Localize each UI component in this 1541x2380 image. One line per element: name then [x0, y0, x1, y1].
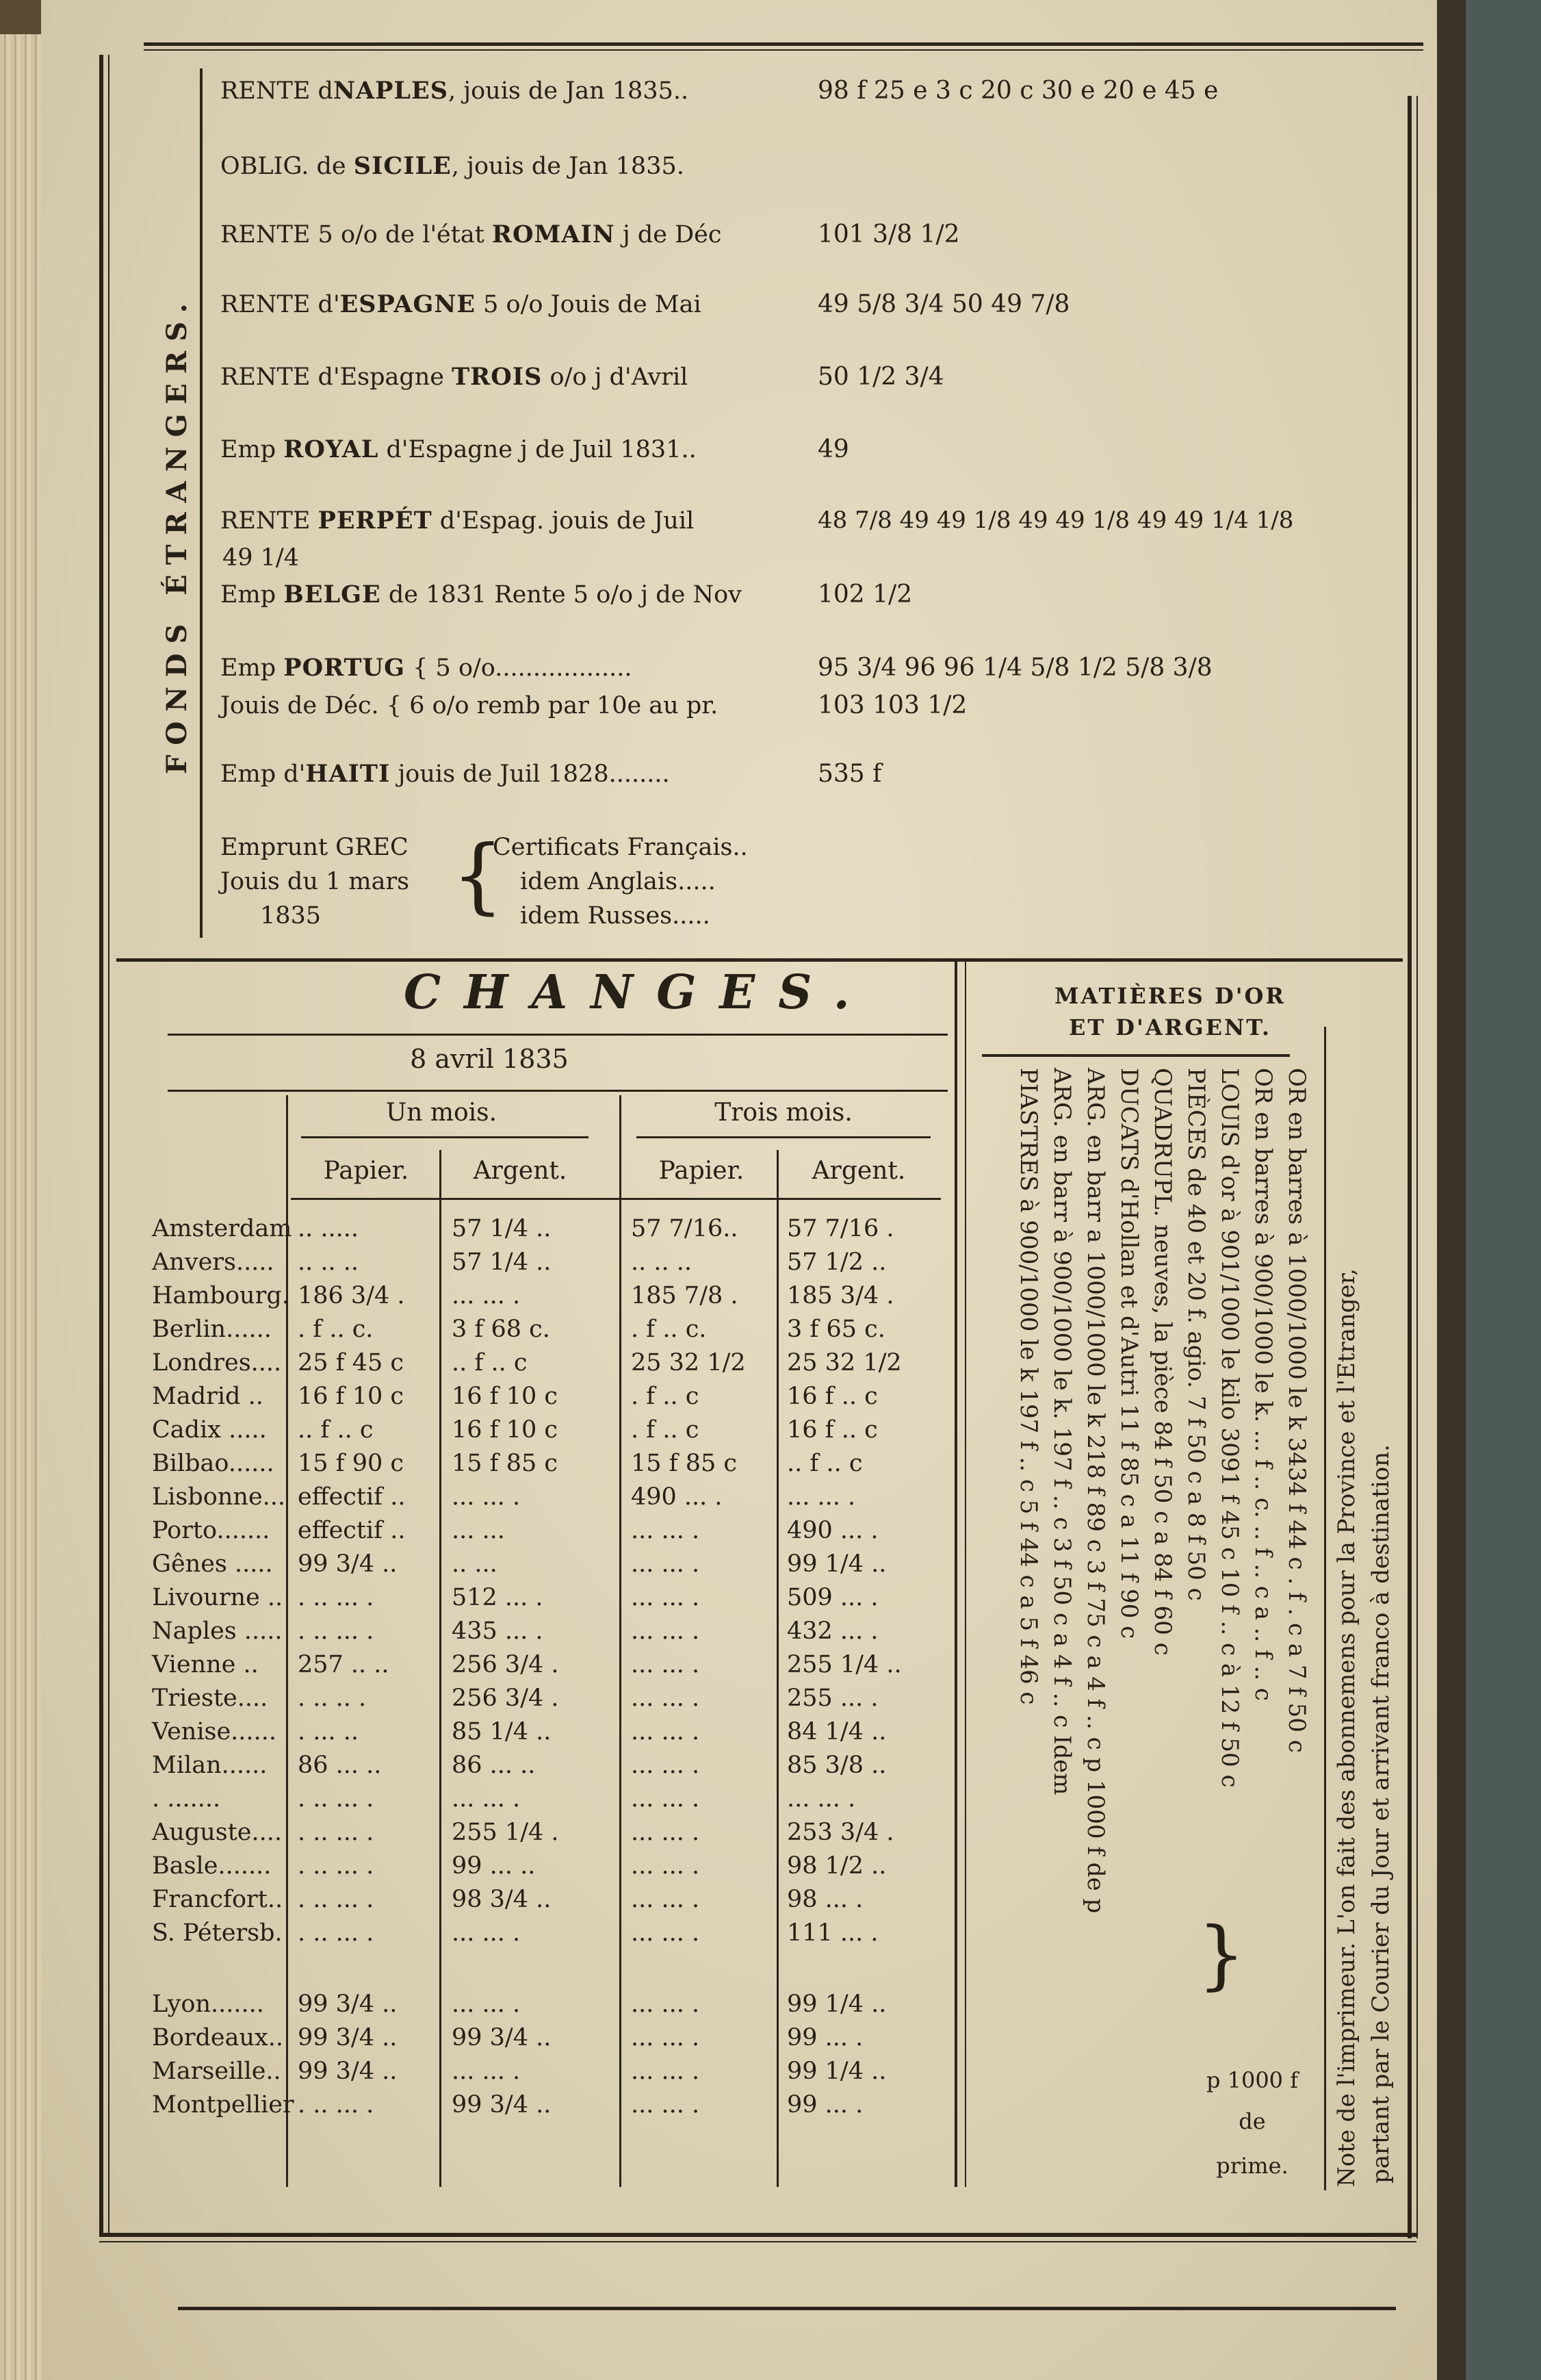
- change-cell: ... ... .: [631, 2058, 700, 2085]
- change-city: Vienne ..: [152, 1651, 259, 1678]
- group-trois-mois: Trois mois.: [714, 1099, 853, 1127]
- change-cell: 185 3/4 .: [787, 1282, 894, 1309]
- change-city: Milan......: [152, 1752, 268, 1779]
- change-cell: 57 1/2 ..: [787, 1249, 887, 1276]
- change-cell: 99 3/4 ..: [452, 2024, 552, 2051]
- changes-matieres-divider-thin: [965, 962, 966, 2187]
- change-cell: 509 ... .: [787, 1584, 879, 1611]
- change-city: Berlin......: [152, 1316, 272, 1343]
- fonds-row: RENTE PERPÉT d'Espag. jouis de Juil: [220, 507, 695, 535]
- change-city: Londres....: [152, 1349, 282, 1377]
- matiere-line: PIASTRES à 900/1000 le k 197 f .. c 5 f 44 c a 5 f 46 c: [1015, 1068, 1042, 1705]
- change-cell: 16 f .. c: [787, 1416, 878, 1444]
- change-cell: . .. ... .: [298, 1819, 374, 1846]
- change-cell: 512 ... .: [452, 1584, 543, 1611]
- change-cell: 253 3/4 .: [787, 1819, 894, 1846]
- change-cell: 255 1/4 ..: [787, 1651, 902, 1678]
- change-cell: . .. ... .: [298, 1584, 374, 1611]
- change-cell: 57 1/4 ..: [452, 1249, 552, 1276]
- change-cell: effectif ..: [298, 1483, 406, 1511]
- change-city: Livourne ..: [152, 1584, 283, 1611]
- column-rule: [777, 1150, 779, 2187]
- group-rule: [301, 1136, 588, 1138]
- group-rule: [636, 1136, 931, 1138]
- change-cell: ... ... .: [631, 1991, 700, 2018]
- change-cell: 25 f 45 c: [298, 1349, 404, 1377]
- left-rule-thin: [108, 55, 109, 2235]
- change-cell: 84 1/4 ..: [787, 1718, 887, 1745]
- change-cell: 15 f 85 c: [631, 1450, 738, 1477]
- matiere-line: LOUIS d'or à 901/1000 le kilo 3091 f 45 c 10 f .. c à 12 f 50 c: [1216, 1068, 1243, 1788]
- brace: }: [1197, 1910, 1245, 1998]
- change-cell: . .. ... .: [298, 2091, 374, 2119]
- fonds-row: OBLIG. de SICILE, jouis de Jan 1835.: [220, 152, 684, 180]
- change-cell: ... ... .: [787, 1483, 856, 1511]
- change-cell: 86 ... ..: [452, 1752, 536, 1779]
- change-cell: ... ... .: [787, 1785, 856, 1813]
- date-rule: [168, 1090, 948, 1092]
- change-city: Basle.......: [152, 1852, 272, 1880]
- change-cell: 256 3/4 .: [452, 1651, 559, 1678]
- change-cell: .. .....: [298, 1215, 359, 1242]
- change-cell: 99 3/4 ..: [452, 2091, 552, 2119]
- grec-label: Jouis du 1 mars: [220, 868, 410, 895]
- prime-note: prime.: [1216, 2153, 1289, 2179]
- matieres-title-line: ET D'ARGENT.: [1068, 1014, 1272, 1040]
- change-cell: .. f .. c: [452, 1349, 528, 1377]
- col-papier: Papier.: [323, 1157, 409, 1185]
- change-cell: 15 f 90 c: [298, 1450, 404, 1477]
- change-cell: 99 ... ..: [452, 1852, 536, 1880]
- change-cell: 257 .. ..: [298, 1651, 389, 1678]
- change-cell: .. .. ..: [631, 1249, 692, 1276]
- change-city: Anvers.....: [152, 1249, 274, 1276]
- change-cell: . .. .. .: [298, 1685, 367, 1712]
- change-cell: .. f .. c: [298, 1416, 374, 1444]
- change-cell: 16 f 10 c: [298, 1383, 404, 1410]
- change-cell: . f .. c: [631, 1383, 699, 1410]
- left-rule: [99, 55, 103, 2235]
- printer-note: Note de l'imprimeur. L'on fait des abonnemens pour la Province et l'Etranger,: [1333, 1268, 1360, 2187]
- change-cell: .. f .. c: [787, 1450, 863, 1477]
- change-cell: 490 ... .: [787, 1517, 879, 1544]
- change-city: Trieste....: [152, 1685, 268, 1712]
- changes-matieres-divider: [955, 962, 957, 2187]
- fonds-row: Jouis de Déc. { 6 o/o remb par 10e au pr.: [220, 692, 718, 719]
- change-cell: 255 1/4 .: [452, 1819, 559, 1846]
- fonds-value: 95 3/4 96 96 1/4 5/8 1/2 5/8 3/8: [818, 654, 1213, 682]
- fonds-value: 49: [818, 435, 849, 463]
- change-city: Lisbonne...: [152, 1483, 286, 1511]
- change-cell: ... ... .: [631, 1752, 700, 1779]
- change-cell: effectif ..: [298, 1517, 406, 1544]
- change-cell: ... ... .: [452, 1991, 521, 2018]
- change-cell: .. .. ..: [298, 1249, 359, 1276]
- header-rule: [291, 1198, 941, 1200]
- change-cell: 99 1/4 ..: [787, 1550, 887, 1578]
- change-cell: 25 32 1/2: [631, 1349, 746, 1377]
- top-rule: [144, 42, 1423, 46]
- matieres-title-line: MATIÈRES D'OR: [1054, 983, 1286, 1009]
- change-cell: ... ... .: [631, 1919, 700, 1947]
- change-cell: ... ... .: [631, 1718, 700, 1745]
- change-cell: 25 32 1/2: [787, 1349, 902, 1377]
- column-rule: [286, 1095, 288, 2187]
- change-cell: 98 ... .: [787, 1886, 864, 1913]
- change-cell: 186 3/4 .: [298, 1282, 405, 1309]
- change-cell: ... ... .: [631, 2024, 700, 2051]
- change-cell: ... ...: [452, 1517, 505, 1544]
- top-rule-thin: [144, 49, 1423, 51]
- fonds-row: RENTE d'ESPAGNE 5 o/o Jouis de Mai: [220, 290, 701, 318]
- change-city: Naples .....: [152, 1617, 283, 1645]
- grec-item: Certificats Français..: [493, 834, 748, 861]
- change-cell: 99 3/4 ..: [298, 1991, 398, 2018]
- changes-title-rule: [168, 1034, 948, 1036]
- change-cell: ... ... .: [631, 1651, 700, 1678]
- printer-note: partant par le Courier du Jour et arrivant franco à destination.: [1367, 1444, 1395, 2184]
- change-cell: ... ... .: [631, 1584, 700, 1611]
- change-city: Porto.......: [152, 1517, 270, 1544]
- change-cell: . .. ... .: [298, 1785, 374, 1813]
- change-cell: ... ... .: [631, 1617, 700, 1645]
- change-cell: 256 3/4 .: [452, 1685, 559, 1712]
- change-cell: 57 1/4 ..: [452, 1215, 552, 1242]
- change-cell: 16 f 10 c: [452, 1416, 558, 1444]
- change-cell: 255 ... .: [787, 1685, 879, 1712]
- group-un-mois: Un mois.: [385, 1099, 497, 1127]
- change-cell: 490 ... .: [631, 1483, 723, 1511]
- change-cell: 98 1/2 ..: [787, 1852, 887, 1880]
- matiere-line: DUCATS d'Hollan et d'Autri 11 f 85 c a 11 f 90 c: [1115, 1068, 1143, 1639]
- change-cell: .. ...: [452, 1550, 497, 1578]
- change-city: Hambourg.: [152, 1282, 289, 1309]
- change-cell: 185 7/8 .: [631, 1282, 738, 1309]
- change-cell: 3 f 68 c.: [452, 1316, 550, 1343]
- change-city: Venise......: [152, 1718, 276, 1745]
- fonds-value: 535 f: [818, 760, 882, 788]
- change-cell: . ... ..: [298, 1718, 359, 1745]
- change-cell: ... ... .: [631, 1886, 700, 1913]
- change-city: . .......: [152, 1785, 221, 1813]
- grec-item: idem Russes.....: [520, 902, 710, 930]
- change-cell: ... ... .: [631, 1685, 700, 1712]
- col-argent: Argent.: [473, 1157, 567, 1185]
- grec-item: idem Anglais.....: [520, 868, 716, 895]
- change-cell: 16 f .. c: [787, 1383, 878, 1410]
- change-city: Auguste....: [152, 1819, 283, 1846]
- change-cell: . f .. c: [631, 1416, 699, 1444]
- right-rule-thin: [1416, 96, 1418, 2238]
- newspaper-page: [41, 0, 1437, 2380]
- change-cell: ... ... .: [452, 1282, 521, 1309]
- bottom-rule-thin: [99, 2241, 1416, 2242]
- changes-date: 8 avril 1835: [410, 1044, 569, 1074]
- change-cell: 111 ... .: [787, 1919, 879, 1947]
- change-cell: 99 1/4 ..: [787, 2058, 887, 2085]
- fonds-row: Emp PORTUG { 5 o/o..................: [220, 654, 632, 682]
- prime-note: p 1000 f: [1206, 2067, 1299, 2093]
- change-city: Marseille..: [152, 2058, 281, 2085]
- note-divider: [1324, 1027, 1326, 2190]
- change-city: Amsterdam: [152, 1215, 292, 1242]
- prime-note: de: [1239, 2108, 1266, 2134]
- matiere-line: QUADRUPL. neuves, la pièce 84 f 50 c a 84 f 60 c: [1149, 1068, 1176, 1656]
- change-city: Bilbao......: [152, 1450, 274, 1477]
- fonds-divider: [200, 68, 203, 938]
- fonds-value: 98 f 25 e 3 c 20 c 30 e 20 e 45 e: [818, 77, 1219, 105]
- change-city: Cadix .....: [152, 1416, 267, 1444]
- change-cell: . .. ... .: [298, 1919, 374, 1947]
- change-cell: ... ... .: [631, 1852, 700, 1880]
- bottom-rule: [99, 2233, 1416, 2237]
- col-papier: Papier.: [658, 1157, 744, 1185]
- change-city: Lyon.......: [152, 1991, 264, 2018]
- change-cell: 432 ... .: [787, 1617, 879, 1645]
- change-cell: . f .. c.: [298, 1316, 374, 1343]
- change-cell: . f .. c.: [631, 1316, 707, 1343]
- matieres-title-rule: [982, 1054, 1290, 1057]
- change-cell: 85 1/4 ..: [452, 1718, 552, 1745]
- fonds-value: 101 3/8 1/2: [818, 220, 960, 248]
- change-cell: 57 7/16..: [631, 1215, 738, 1242]
- change-cell: ... ... .: [631, 1550, 700, 1578]
- section-rule: [116, 958, 1403, 962]
- matiere-line: PIÈCES de 40 et 20 f. agio. 7 f 50 c a 8 f 50 c: [1182, 1068, 1210, 1601]
- change-cell: 99 1/4 ..: [787, 1991, 887, 2018]
- change-cell: . .. ... .: [298, 1886, 374, 1913]
- fonds-row: RENTE 5 o/o de l'état ROMAIN j de Déc: [220, 220, 722, 248]
- change-cell: ... ... .: [452, 1785, 521, 1813]
- column-rule: [439, 1150, 441, 2187]
- grec-label: 1835: [260, 902, 322, 930]
- change-cell: 57 7/16 .: [787, 1215, 894, 1242]
- change-cell: 98 3/4 ..: [452, 1886, 552, 1913]
- changes-title: CHANGES.: [404, 965, 873, 1020]
- change-cell: 3 f 65 c.: [787, 1316, 885, 1343]
- change-city: Gênes .....: [152, 1550, 273, 1578]
- change-cell: 86 ... ..: [298, 1752, 382, 1779]
- change-cell: ... ... .: [631, 1785, 700, 1813]
- fonds-row: RENTE d'Espagne TROIS o/o j d'Avril: [220, 363, 688, 391]
- change-cell: . .. ... .: [298, 1852, 374, 1880]
- change-cell: . .. ... .: [298, 1617, 374, 1645]
- matiere-line: OR en barres à 1000/1000 le k 3434 f 44 c . f . c a 7 f 50 c: [1283, 1068, 1310, 1753]
- change-cell: 435 ... .: [452, 1617, 543, 1645]
- footer-rule: [178, 2307, 1396, 2310]
- change-cell: ... ... .: [452, 1483, 521, 1511]
- change-cell: ... ... .: [631, 1517, 700, 1544]
- matiere-line: OR en barres à 900/1000 le k. ... f .. c. .. f .. c a .. f .. c: [1249, 1068, 1277, 1701]
- change-cell: ... ... .: [452, 1919, 521, 1947]
- change-cell: 99 3/4 ..: [298, 1550, 398, 1578]
- change-cell: ... ... .: [631, 1819, 700, 1846]
- change-cell: ... ... .: [452, 2058, 521, 2085]
- change-cell: 15 f 85 c: [452, 1450, 558, 1477]
- binding-board: [1466, 0, 1541, 2380]
- col-argent: Argent.: [812, 1157, 906, 1185]
- change-city: Bordeaux..: [152, 2024, 284, 2051]
- change-cell: 85 3/8 ..: [787, 1752, 887, 1779]
- fonds-value-continued: 49 1/4: [222, 544, 299, 572]
- fonds-value: 103 103 1/2: [818, 691, 968, 719]
- matiere-line: ARG. en barr à 900/1000 le k. 197 f .. c 3 f 50 c a 4 f .. c Idem: [1048, 1068, 1076, 1795]
- fonds-row: Emp BELGE de 1831 Rente 5 o/o j de Nov: [220, 580, 742, 609]
- fonds-value: 49 5/8 3/4 50 49 7/8: [818, 290, 1070, 318]
- change-city: Montpellier: [152, 2091, 294, 2119]
- change-cell: 99 3/4 ..: [298, 2058, 398, 2085]
- fonds-value: 50 1/2 3/4: [818, 363, 944, 391]
- change-cell: ... ... .: [631, 2091, 700, 2119]
- change-city: Madrid ..: [152, 1383, 263, 1410]
- fonds-value: 102 1/2: [818, 580, 913, 609]
- brace: {: [452, 828, 504, 923]
- change-city: S. Pétersb.: [152, 1919, 283, 1947]
- change-city: Francfort..: [152, 1886, 283, 1913]
- grec-label: Emprunt GREC: [220, 834, 409, 861]
- change-cell: 99 ... .: [787, 2024, 864, 2051]
- fonds-row: Emp ROYAL d'Espagne j de Juil 1831..: [220, 435, 697, 463]
- fonds-value: 48 7/8 49 49 1/8 49 49 1/8 49 49 1/4 1/8: [818, 507, 1294, 534]
- right-rule: [1408, 96, 1412, 2238]
- change-cell: 99 ... .: [787, 2091, 864, 2119]
- change-cell: 99 3/4 ..: [298, 2024, 398, 2051]
- change-cell: 16 f 10 c: [452, 1383, 558, 1410]
- fonds-section-label: FONDS ÉTRANGERS.: [161, 294, 193, 774]
- matiere-line: ARG. en barr a 1000/1000 le k 218 f 89 c 3 f 75 c a 4 f .. c p 1000 f de p: [1082, 1068, 1109, 1914]
- matieres-title: [1026, 980, 1314, 1043]
- fonds-row: RENTE dNAPLES, jouis de Jan 1835..: [220, 77, 689, 105]
- fonds-row: Emp d'HAITI jouis de Juil 1828........: [220, 760, 670, 788]
- column-rule: [619, 1095, 621, 2187]
